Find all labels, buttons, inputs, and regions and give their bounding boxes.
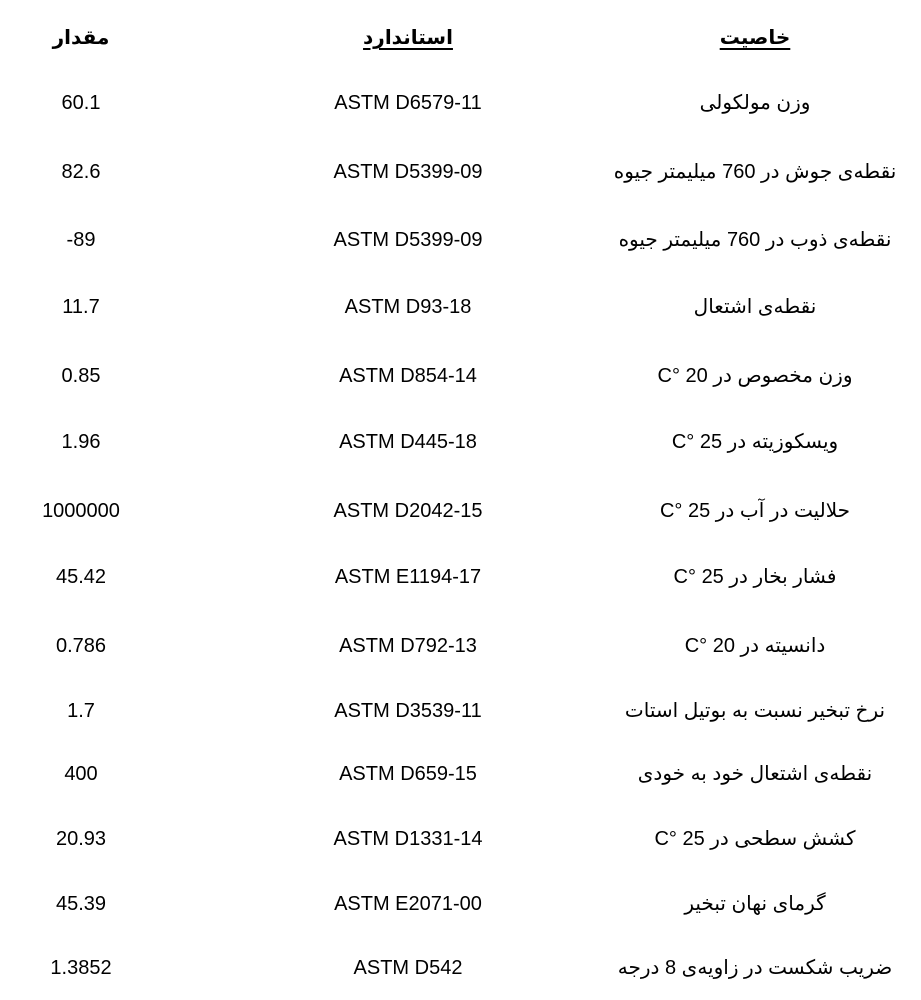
property-cell: گرمای نهان تبخیر	[684, 893, 826, 915]
value-cell: 1000000	[42, 500, 120, 522]
value-cell: 400	[64, 763, 98, 785]
value-cell: 45.39	[55, 893, 107, 915]
standard-cell: ASTM E2071-00	[334, 893, 482, 915]
standard-cell: ASTM D792-13	[339, 635, 477, 657]
table-row	[0, 287, 921, 327]
property-cell: نقطه‌ی ذوب در 760 میلیمتر جیوه	[618, 229, 892, 251]
standard-cell: ASTM D5399-09	[333, 229, 483, 251]
property-cell: دانسیته در 20 °C	[684, 635, 826, 657]
table-row	[0, 356, 921, 396]
standard-cell: ASTM D2042-15	[333, 500, 483, 522]
property-cell: نقطه‌ی جوش در 760 میلیمتر جیوه	[613, 161, 897, 183]
table-row	[0, 220, 921, 260]
value-cell: 0.85	[61, 365, 101, 387]
standard-cell: ASTM D659-15	[339, 763, 477, 785]
value-cell: 82.6	[61, 161, 101, 183]
property-cell: نرخ تبخیر نسبت به بوتیل استات	[624, 700, 886, 722]
standard-cell: ASTM D854-14	[339, 365, 477, 387]
standard-cell: ASTM D3539-11	[334, 700, 482, 722]
table-row	[0, 626, 921, 666]
standard-cell: ASTM D5399-09	[333, 161, 483, 183]
property-cell: فشار بخار در 25 °C	[673, 566, 837, 588]
table-row	[0, 819, 921, 859]
property-cell: حلالیت در آب در 25 °C	[659, 500, 851, 522]
value-cell: 45.42	[55, 566, 107, 588]
value-cell: 0.786	[55, 635, 107, 657]
table-header-row	[0, 18, 921, 58]
header-standard-label: استاندارد	[363, 27, 453, 49]
table-row	[0, 83, 921, 123]
standard-cell: ASTM D6579-11	[334, 92, 482, 114]
value-cell: 1.96	[61, 431, 101, 453]
value-cell: 60.1	[61, 92, 101, 114]
value-cell: 20.93	[55, 828, 107, 850]
table-row	[0, 691, 921, 731]
property-cell: نقطه‌ی اشتعال	[693, 296, 817, 318]
property-cell: وزن مخصوص در 20 °C	[657, 365, 853, 387]
header-value-label: مقدار	[52, 27, 110, 49]
table-row	[0, 152, 921, 192]
property-cell: وزن مولکولی	[699, 92, 811, 114]
standard-cell: ASTM D93-18	[344, 296, 472, 318]
value-cell: 11.7	[62, 296, 100, 318]
property-cell: ضریب شکست در زاویه‌ی 8 درجه	[617, 957, 893, 979]
property-cell: کشش سطحی در 25 °C	[654, 828, 856, 850]
table-row	[0, 948, 921, 988]
header-value	[0, 18, 162, 58]
value-cell: 1.7	[67, 700, 95, 722]
table-row	[0, 491, 921, 531]
table-row	[0, 422, 921, 462]
property-cell: ویسکوزیته در 25 °C	[671, 431, 839, 453]
standard-cell: ASTM D1331-14	[333, 828, 483, 850]
property-cell: نقطه‌ی اشتعال خود به خودی	[637, 763, 873, 785]
value-cell: -89	[66, 229, 96, 251]
standard-cell: ASTM E1194-17	[334, 566, 482, 588]
table-row	[0, 557, 921, 597]
standard-cell: ASTM D542	[353, 957, 463, 979]
standard-cell: ASTM D445-18	[339, 431, 477, 453]
table-row	[0, 884, 921, 924]
header-property	[590, 18, 920, 58]
value-cell: 1.3852	[50, 957, 112, 979]
header-standard	[258, 18, 558, 58]
header-property-label: خاصیت	[719, 27, 791, 49]
table-row	[0, 754, 921, 794]
